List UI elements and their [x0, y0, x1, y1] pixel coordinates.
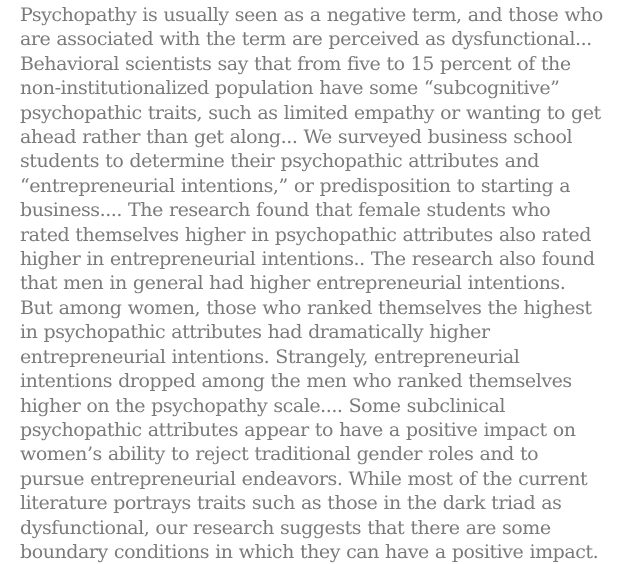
- text-line: literature portrays traits such as those in the dark triad as: [20, 492, 562, 515]
- text-line: non-institutionalized population have some “subcognitive”: [20, 77, 560, 100]
- text-line: are associated with the term are perceived as dysfunctional...: [20, 28, 592, 51]
- text-line: But among women, those who ranked themselves the highest: [20, 296, 592, 319]
- text-line: that men in general had higher entrepreneurial intentions.: [20, 272, 566, 295]
- quote-paragraph: [20, 3, 620, 564]
- text-line: “entrepreneurial intentions,” or predisposition to starting a: [20, 174, 571, 197]
- text-line: business.... The research found that female students who: [20, 199, 551, 222]
- text-line: in psychopathic attributes had dramatically higher: [20, 321, 490, 344]
- text-line: psychopathic attributes appear to have a positive impact on: [20, 418, 576, 441]
- text-line: boundary conditions in which they can have a positive impact.: [20, 540, 599, 563]
- text-line: women’s ability to reject traditional gender roles and to: [20, 443, 539, 466]
- text-line: pursue entrepreneurial endeavors. While most of the current: [20, 467, 588, 490]
- text-line: students to determine their psychopathic attributes and: [20, 150, 539, 173]
- text-line: entrepreneurial intentions. Strangely, entrepreneurial: [20, 345, 520, 368]
- text-line: higher in entrepreneurial intentions.. The research also found: [20, 248, 595, 271]
- text-line: Behavioral scientists say that from five to 15 percent of the: [20, 52, 571, 75]
- text-line: rated themselves higher in psychopathic attributes also rated: [20, 223, 591, 246]
- text-line: higher on the psychopathy scale.... Some subclinical: [20, 394, 505, 417]
- text-line: dysfunctional, our research suggests that there are some: [20, 516, 551, 539]
- text-line: intentions dropped among the men who ranked themselves: [20, 370, 572, 393]
- text-line: psychopathic traits, such as limited empathy or wanting to get: [20, 101, 601, 124]
- text-line: ahead rather than get along... We surveyed business school: [20, 126, 573, 149]
- text-line: Psychopathy is usually seen as a negative term, and those who: [20, 4, 603, 26]
